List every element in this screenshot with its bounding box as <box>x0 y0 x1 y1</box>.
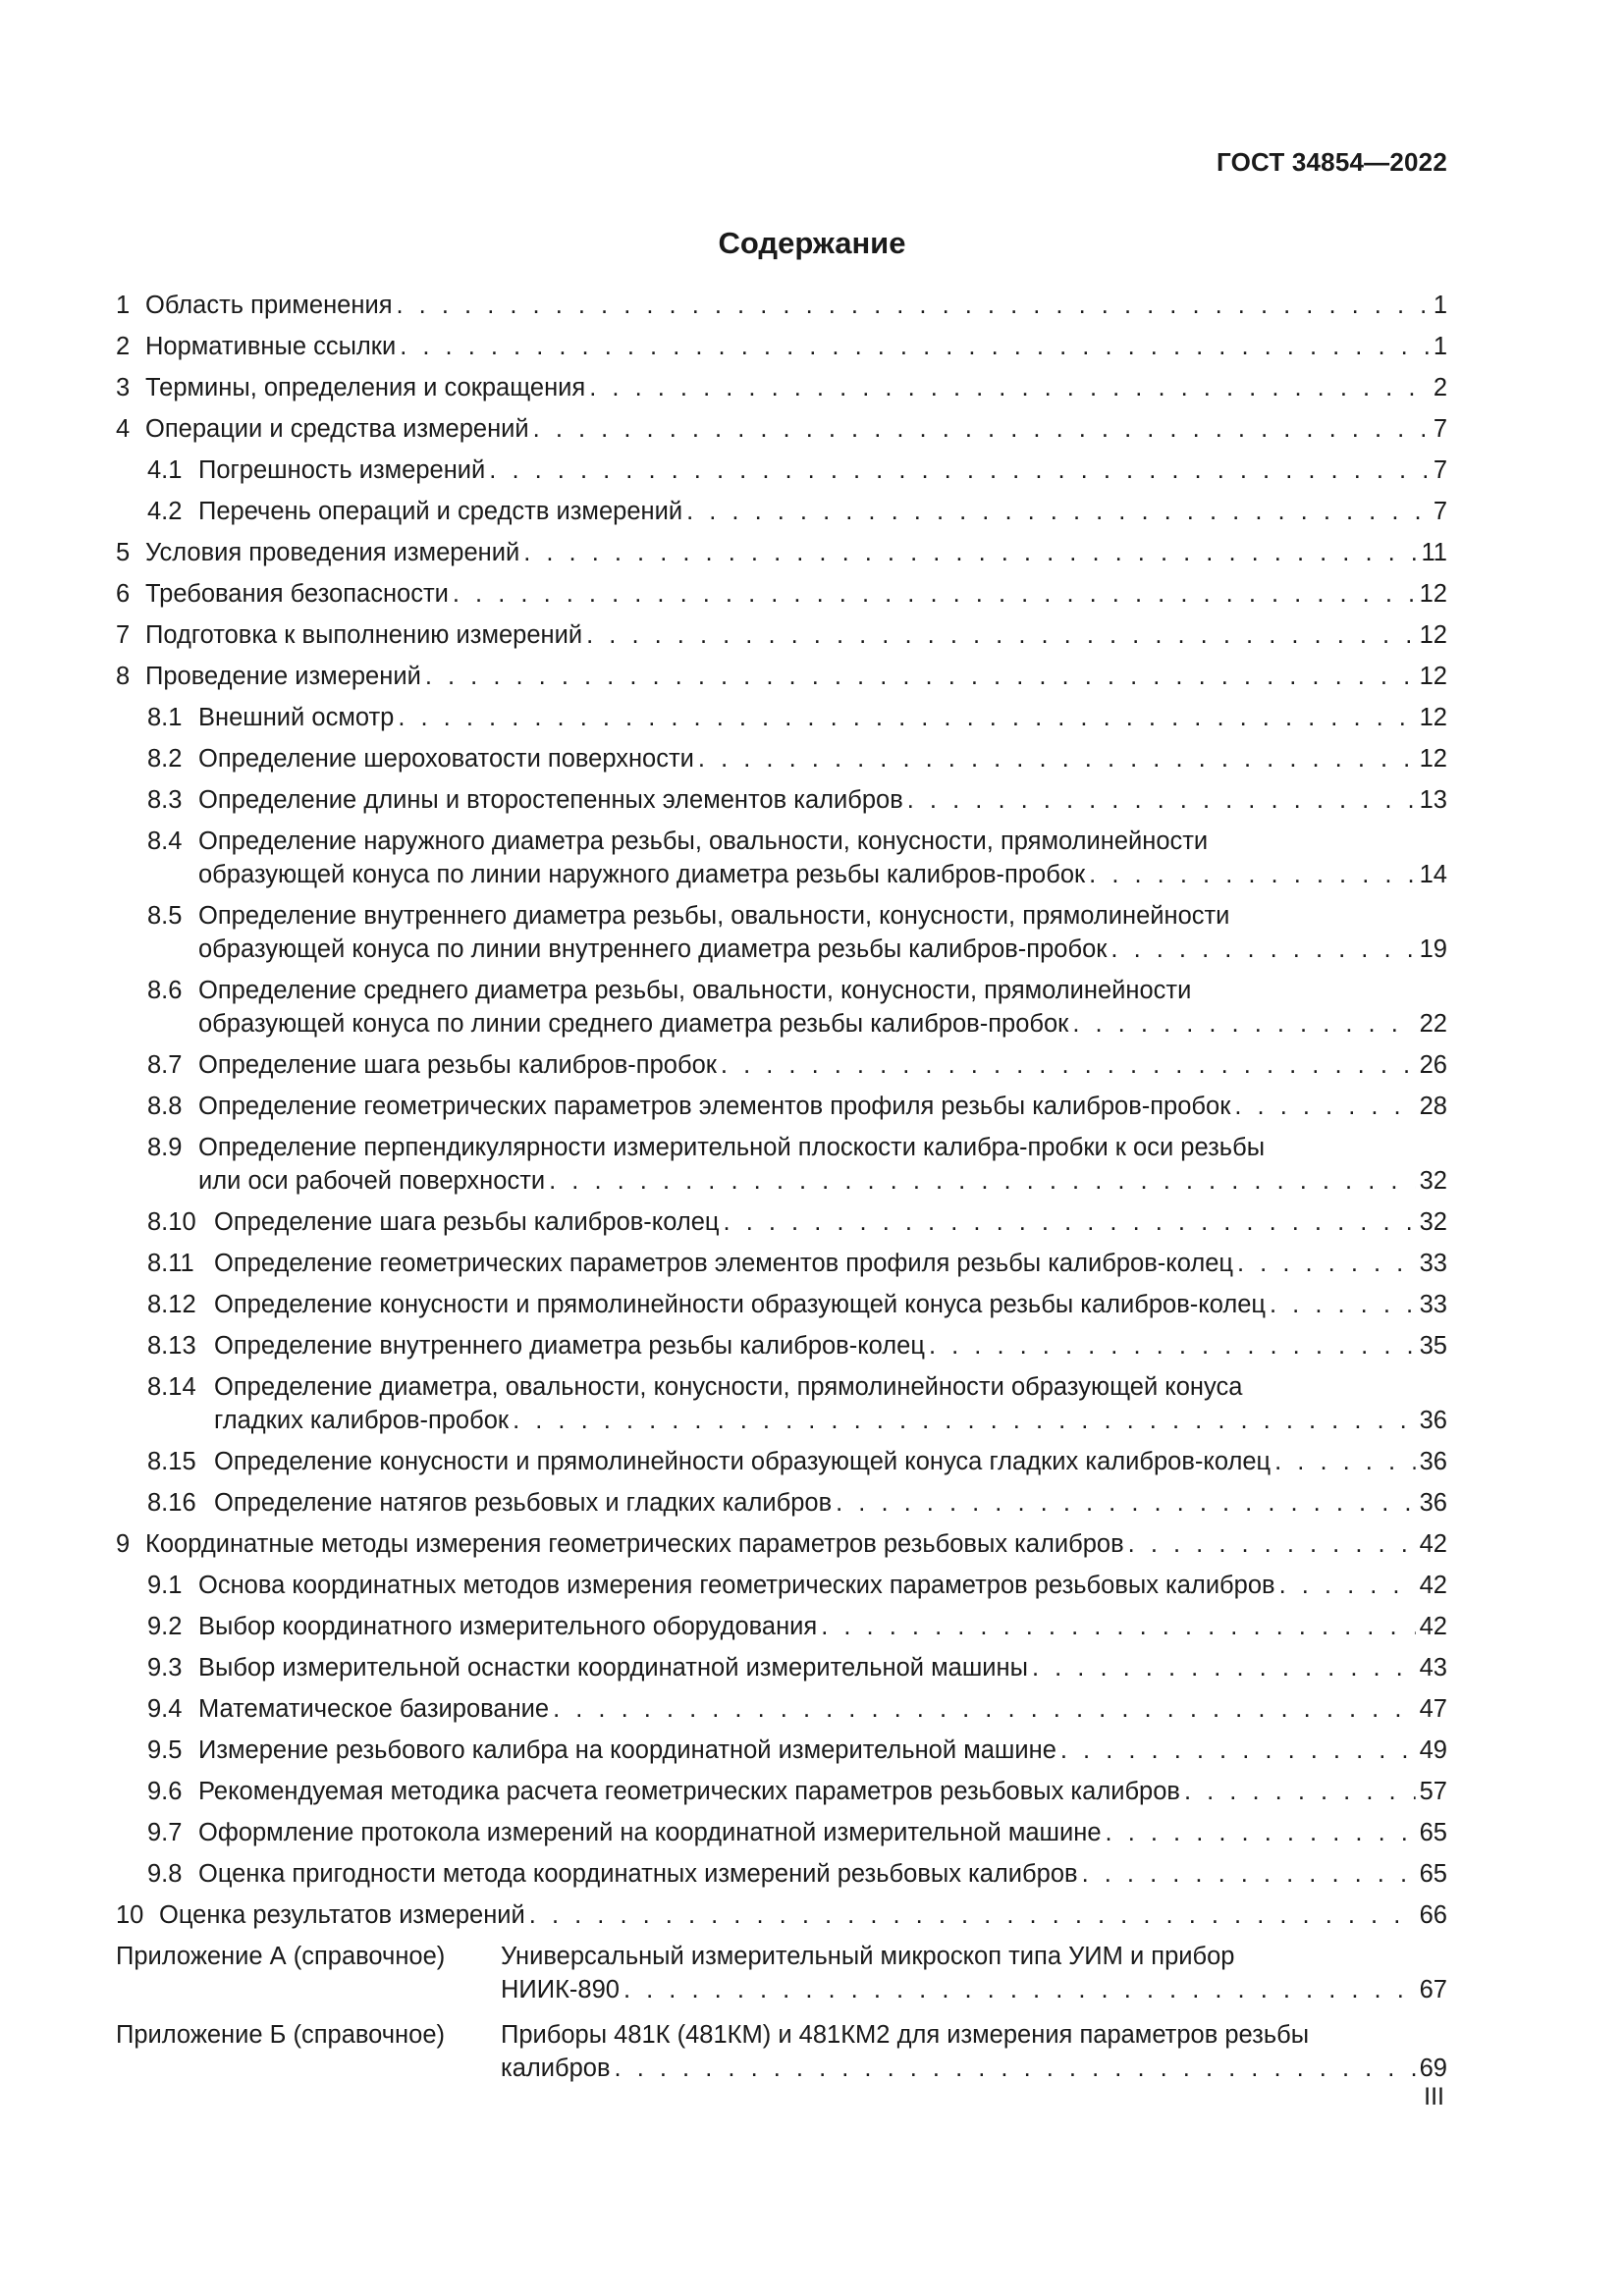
toc-entry-number: 8.10 <box>147 1208 196 1236</box>
toc-page-number: 12 <box>1419 704 1447 731</box>
toc-entry-body <box>145 412 1447 446</box>
toc-page-number: 47 <box>1419 1695 1447 1723</box>
toc-leader-dots <box>623 1973 1416 2006</box>
toc-entry-title: калибров <box>501 2055 611 2082</box>
toc-entry <box>116 330 1447 363</box>
toc-page-number: 32 <box>1419 1208 1447 1236</box>
toc-entry <box>116 1857 1447 1891</box>
toc-page-number: 33 <box>1419 1250 1447 1277</box>
toc-entry-title: Условия проведения измерений <box>145 539 520 566</box>
toc-entry-body <box>198 1816 1447 1849</box>
toc-page-number: 57 <box>1419 1778 1447 1805</box>
toc-entry-title: Оформление протокола измерений на координатной измерительной машине <box>198 1819 1102 1846</box>
toc-entry-title: Определение наружного диаметра резьбы, овальности, конусности, прямолинейности <box>198 828 1209 855</box>
toc-entry-body <box>145 289 1447 322</box>
toc-entry <box>116 825 1447 891</box>
toc-leader-dots <box>721 1048 1416 1082</box>
toc-entry-number: 9 <box>116 1530 131 1558</box>
toc-entry <box>116 1651 1447 1684</box>
toc-leader-dots <box>549 1164 1416 1198</box>
toc-entry-title: образующей конуса по линии наружного диаметра резьбы калибров-пробок <box>198 861 1086 888</box>
toc-entry-number: 8 <box>116 663 131 690</box>
toc-page-number: 67 <box>1419 1976 1447 2003</box>
toc-leader-dots <box>698 742 1416 775</box>
toc-entry-number: Приложение А (справочное) <box>116 1943 446 1970</box>
toc-page-number: 26 <box>1419 1051 1447 1079</box>
toc-page-number: 22 <box>1419 1010 1447 1038</box>
toc-entry-number: 8.15 <box>147 1448 196 1475</box>
toc-entry-number: 8.14 <box>147 1373 196 1401</box>
toc-leader-dots <box>1106 1816 1416 1849</box>
toc-entry-title: Подготовка к выполнению измерений <box>145 621 583 649</box>
toc-entry <box>116 495 1447 528</box>
toc-page-number: 1 <box>1433 292 1447 319</box>
toc-entry-body <box>198 825 1447 891</box>
toc-entry-body <box>501 1940 1447 2006</box>
toc-entry-title: Термины, определения и сокращения <box>145 374 586 401</box>
toc-entry-body <box>214 1329 1447 1362</box>
toc-entry-number: 9.8 <box>147 1860 183 1888</box>
toc-leader-dots <box>1128 1527 1416 1561</box>
toc-entry-body <box>198 1048 1447 1082</box>
toc-entry-title: Определение геометрических параметров элементов профиля резьбы калибров-пробок <box>198 1093 1231 1120</box>
toc-entry-number: 9.1 <box>147 1572 183 1599</box>
toc-leader-dots <box>533 412 1430 446</box>
toc-leader-dots <box>686 495 1430 528</box>
toc-entry-number: 8.2 <box>147 745 183 773</box>
toc-entry-body <box>198 783 1447 817</box>
toc-entry-number: 8.1 <box>147 704 183 731</box>
toc-entry <box>116 1569 1447 1602</box>
toc-leader-dots <box>553 1692 1416 1726</box>
toc-entry-number: 9.6 <box>147 1778 183 1805</box>
toc-entry-number: 8.8 <box>147 1093 183 1120</box>
toc-entry-number: 8.3 <box>147 786 183 814</box>
toc-entry-title: Перечень операций и средств измерений <box>198 498 683 525</box>
toc-leader-dots <box>1082 1857 1416 1891</box>
toc-leader-dots <box>1110 933 1415 966</box>
toc-entry-number: 9.2 <box>147 1613 183 1640</box>
toc-entry-title: Определение длины и второстепенных элементов калибров <box>198 786 903 814</box>
toc-entry-number: 4 <box>116 415 131 443</box>
toc-page-number: 33 <box>1419 1291 1447 1318</box>
toc-entry <box>116 1445 1447 1478</box>
toc-entry-number: 1 <box>116 292 131 319</box>
toc-entry-title: или оси рабочей поверхности <box>198 1167 546 1195</box>
toc-page-number: 12 <box>1419 663 1447 690</box>
toc-entry-body <box>214 1445 1447 1478</box>
toc-page-number: 36 <box>1419 1489 1447 1517</box>
toc-page-number: 7 <box>1433 415 1447 443</box>
toc-entry-number: 6 <box>116 580 131 608</box>
toc-entry-title: Погрешность измерений <box>198 456 486 484</box>
toc-entry-number: 9.3 <box>147 1654 183 1682</box>
toc-entry-body <box>198 974 1447 1041</box>
toc-entry-body <box>145 536 1447 569</box>
toc-entry-number: 8.4 <box>147 828 183 855</box>
toc-entry <box>116 1288 1447 1321</box>
toc-page-number: 35 <box>1419 1332 1447 1360</box>
toc-entry <box>116 536 1447 569</box>
toc-leader-dots <box>513 1404 1416 1437</box>
toc-entry-number: 9.4 <box>147 1695 183 1723</box>
toc-page-number: 12 <box>1419 745 1447 773</box>
toc-entry <box>116 1205 1447 1239</box>
toc-page-number: 2 <box>1433 374 1447 401</box>
toc-entry-number: 5 <box>116 539 131 566</box>
toc-page-number: 7 <box>1433 456 1447 484</box>
toc-leader-dots <box>1274 1445 1416 1478</box>
toc-page-number: 65 <box>1419 1860 1447 1888</box>
toc-entry <box>116 1247 1447 1280</box>
toc-entry-number: 4.1 <box>147 456 183 484</box>
toc-leader-dots <box>1060 1734 1416 1767</box>
toc-leader-dots <box>929 1329 1416 1362</box>
toc-entry-title: Измерение резьбового калибра на координатной измерительной машине <box>198 1736 1056 1764</box>
toc-entry-title: Определение шероховатости поверхности <box>198 745 694 773</box>
toc-entry-number: 8.9 <box>147 1134 183 1161</box>
toc-entry <box>116 1734 1447 1767</box>
toc-entry <box>116 1090 1447 1123</box>
toc-page-number: 7 <box>1433 498 1447 525</box>
toc-leader-dots <box>453 577 1416 611</box>
toc-entry-body <box>145 330 1447 363</box>
toc-leader-dots <box>1072 1007 1415 1041</box>
toc-entry <box>116 1048 1447 1082</box>
toc-page-number: 19 <box>1419 935 1447 963</box>
toc-entry-title: Операции и средства измерений <box>145 415 529 443</box>
toc-entry-number: 8.13 <box>147 1332 196 1360</box>
toc-leader-dots <box>821 1610 1415 1643</box>
toc-entry <box>116 701 1447 734</box>
toc-entry <box>116 1898 1447 1932</box>
toc-leader-dots <box>523 536 1417 569</box>
toc-entry-body <box>198 1610 1447 1643</box>
toc-entry-title: Определение натягов резьбовых и гладких калибров <box>214 1489 833 1517</box>
toc-entry <box>116 1940 1447 2006</box>
toc-leader-dots <box>615 2052 1416 2085</box>
toc-entry-number: 3 <box>116 374 131 401</box>
toc-entry-body <box>145 618 1447 652</box>
toc-leader-dots <box>398 701 1415 734</box>
toc-entry-title: гладких калибров-пробок <box>214 1407 510 1434</box>
toc-entry-body <box>145 660 1447 693</box>
toc-entry-number: 8.11 <box>147 1250 194 1277</box>
toc-leader-dots <box>1089 858 1415 891</box>
toc-entry-title: Определение диаметра, овальности, конусности, прямолинейности образующей конуса <box>214 1373 1243 1401</box>
toc-entry <box>116 1131 1447 1198</box>
toc-entry-title: Определение среднего диаметра резьбы, овальности, конусности, прямолинейности <box>198 977 1192 1004</box>
toc-entry-body <box>145 577 1447 611</box>
toc-leader-dots <box>529 1898 1416 1932</box>
toc-page-number: 11 <box>1421 539 1447 566</box>
toc-entry-number: 8.12 <box>147 1291 196 1318</box>
toc-entry-number: 8.6 <box>147 977 183 1004</box>
toc-entry <box>116 1486 1447 1520</box>
toc-entry-title: образующей конуса по линии среднего диаметра резьбы калибров-пробок <box>198 1010 1069 1038</box>
toc-page-number: 28 <box>1419 1093 1447 1120</box>
toc-entry-title: Оценка пригодности метода координатных измерений резьбовых калибров <box>198 1860 1078 1888</box>
toc-entry <box>116 371 1447 404</box>
toc-entry <box>116 1610 1447 1643</box>
toc-entry-body <box>198 1131 1447 1198</box>
toc-entry-title: Определение конусности и прямолинейности образующей конуса гладких калибров-колец <box>214 1448 1272 1475</box>
toc-leader-dots <box>724 1205 1416 1239</box>
toc-page-number: 13 <box>1419 786 1447 814</box>
toc-entry-title: Определение внутреннего диаметра резьбы калибров-колец <box>214 1332 925 1360</box>
toc-leader-dots <box>1032 1651 1416 1684</box>
toc-entry-title: образующей конуса по линии внутреннего диаметра резьбы калибров-пробок <box>198 935 1108 963</box>
toc-entry <box>116 742 1447 775</box>
toc-entry <box>116 783 1447 817</box>
toc-page-number: 42 <box>1419 1572 1447 1599</box>
toc-entry-title: Определение геометрических параметров элементов профиля резьбы калибров-колец <box>214 1250 1233 1277</box>
toc-entry-title: Определение шага резьбы калибров-колец <box>214 1208 720 1236</box>
toc-entry-number: Приложение Б (справочное) <box>116 2021 445 2049</box>
toc-entry <box>116 1527 1447 1561</box>
toc-entry-number: 9.7 <box>147 1819 183 1846</box>
toc-leader-dots <box>589 371 1430 404</box>
toc-entry-body <box>214 1370 1447 1437</box>
toc-entry-title: Проведение измерений <box>145 663 421 690</box>
toc-entry-body <box>198 1692 1447 1726</box>
toc-entry-title: Оценка результатов измерений <box>159 1901 525 1929</box>
toc-leader-dots <box>1237 1247 1416 1280</box>
toc-leader-dots <box>397 289 1430 322</box>
toc-entry-body <box>198 1651 1447 1684</box>
toc-entry-number: 9.5 <box>147 1736 183 1764</box>
toc-leader-dots <box>400 330 1430 363</box>
toc-leader-dots <box>489 454 1430 487</box>
toc-entry-title: Определение конусности и прямолинейности образующей конуса резьбы калибров-колец <box>214 1291 1266 1318</box>
toc-entry-number: 4.2 <box>147 498 183 525</box>
toc-page-number: 42 <box>1419 1613 1447 1640</box>
toc-entry-body <box>145 371 1447 404</box>
toc-entry-body <box>198 1775 1447 1808</box>
toc-entry-title: Универсальный измерительный микроскоп типа УИМ и прибор <box>501 1943 1235 1970</box>
toc-leader-dots <box>1279 1569 1416 1602</box>
toc-entry-number: 8.5 <box>147 902 183 930</box>
toc-page-number: 14 <box>1419 861 1447 888</box>
toc-entry-title: Математическое базирование <box>198 1695 550 1723</box>
page-number: III <box>1424 2083 1444 2110</box>
toc-entry-body <box>198 742 1447 775</box>
toc-entry-body <box>214 1288 1447 1321</box>
toc-page-number: 43 <box>1419 1654 1447 1682</box>
toc-entry <box>116 454 1447 487</box>
toc-entry-number: 8.16 <box>147 1489 196 1517</box>
toc-entry <box>116 660 1447 693</box>
toc-page-number: 12 <box>1419 580 1447 608</box>
toc-entry <box>116 974 1447 1041</box>
toc-entry <box>116 412 1447 446</box>
toc-entry-title: Определение шага резьбы калибров-пробок <box>198 1051 717 1079</box>
toc-page-number: 36 <box>1419 1448 1447 1475</box>
toc-entry-title: Требования безопасности <box>145 580 449 608</box>
toc-entry-body <box>159 1898 1447 1932</box>
toc-entry-number: 2 <box>116 333 131 360</box>
toc-entry-body <box>501 2018 1447 2085</box>
toc-entry-body <box>198 1734 1447 1767</box>
toc-entry-title: Выбор координатного измерительного оборудования <box>198 1613 818 1640</box>
toc-title: Содержание <box>718 226 906 260</box>
toc-entry <box>116 1329 1447 1362</box>
toc-entry-title: Определение внутреннего диаметра резьбы, овальности, конусности, прямолинейности <box>198 902 1230 930</box>
toc-entry-body <box>214 1205 1447 1239</box>
toc-page-number: 65 <box>1419 1819 1447 1846</box>
toc-leader-dots <box>907 783 1416 817</box>
toc-entry-body <box>198 454 1447 487</box>
toc-entry-body <box>214 1486 1447 1520</box>
toc-entry <box>116 1816 1447 1849</box>
toc-entry-body <box>198 1090 1447 1123</box>
toc-entry-body <box>214 1247 1447 1280</box>
toc-entry-title: Координатные методы измерения геометрических параметров резьбовых калибров <box>145 1530 1124 1558</box>
toc-page-number: 69 <box>1419 2055 1447 2082</box>
toc-entry <box>116 618 1447 652</box>
toc-entry-number: 7 <box>116 621 131 649</box>
document-code: ГОСТ 34854—2022 <box>1217 147 1447 177</box>
toc-entry-number: 8.7 <box>147 1051 183 1079</box>
toc-entry <box>116 2018 1447 2085</box>
toc-entry-title: Область применения <box>145 292 393 319</box>
toc-entry-number: 10 <box>116 1901 144 1929</box>
toc-entry <box>116 1370 1447 1437</box>
toc-leader-dots <box>1270 1288 1416 1321</box>
toc-entry-body <box>198 1569 1447 1602</box>
toc-entry <box>116 577 1447 611</box>
toc-page-number: 36 <box>1419 1407 1447 1434</box>
toc-entry-title: НИИК-890 <box>501 1976 620 2003</box>
toc-entry-body <box>198 701 1447 734</box>
toc-leader-dots <box>836 1486 1416 1520</box>
toc-entry-title: Внешний осмотр <box>198 704 395 731</box>
toc-page-number: 49 <box>1419 1736 1447 1764</box>
toc-entry <box>116 289 1447 322</box>
toc-entry <box>116 1692 1447 1726</box>
toc-page-number: 66 <box>1419 1901 1447 1929</box>
toc-page-number: 12 <box>1419 621 1447 649</box>
toc-entry-body <box>145 1527 1447 1561</box>
toc-entry <box>116 1775 1447 1808</box>
toc-page-number: 1 <box>1433 333 1447 360</box>
toc-page-number: 42 <box>1419 1530 1447 1558</box>
toc-entry-body <box>198 495 1447 528</box>
toc-entry-title: Рекомендуемая методика расчета геометрических параметров резьбовых калибров <box>198 1778 1180 1805</box>
toc-leader-dots <box>1184 1775 1416 1808</box>
toc-entry-title: Нормативные ссылки <box>145 333 397 360</box>
toc-leader-dots <box>1234 1090 1415 1123</box>
toc-entry-body <box>198 899 1447 966</box>
toc-leader-dots <box>586 618 1416 652</box>
toc-leader-dots <box>425 660 1416 693</box>
toc-entry-title: Основа координатных методов измерения геометрических параметров резьбовых калибров <box>198 1572 1275 1599</box>
toc-page-number: 32 <box>1419 1167 1447 1195</box>
toc-entry-body <box>198 1857 1447 1891</box>
toc-entry-title: Приборы 481К (481КМ) и 481КМ2 для измерения параметров резьбы <box>501 2021 1310 2049</box>
table-of-contents <box>116 289 1447 2097</box>
toc-entry-title: Определение перпендикулярности измерительной плоскости калибра-пробки к оси резьбы <box>198 1134 1266 1161</box>
toc-entry <box>116 899 1447 966</box>
toc-entry-title: Выбор измерительной оснастки координатной измерительной машины <box>198 1654 1028 1682</box>
